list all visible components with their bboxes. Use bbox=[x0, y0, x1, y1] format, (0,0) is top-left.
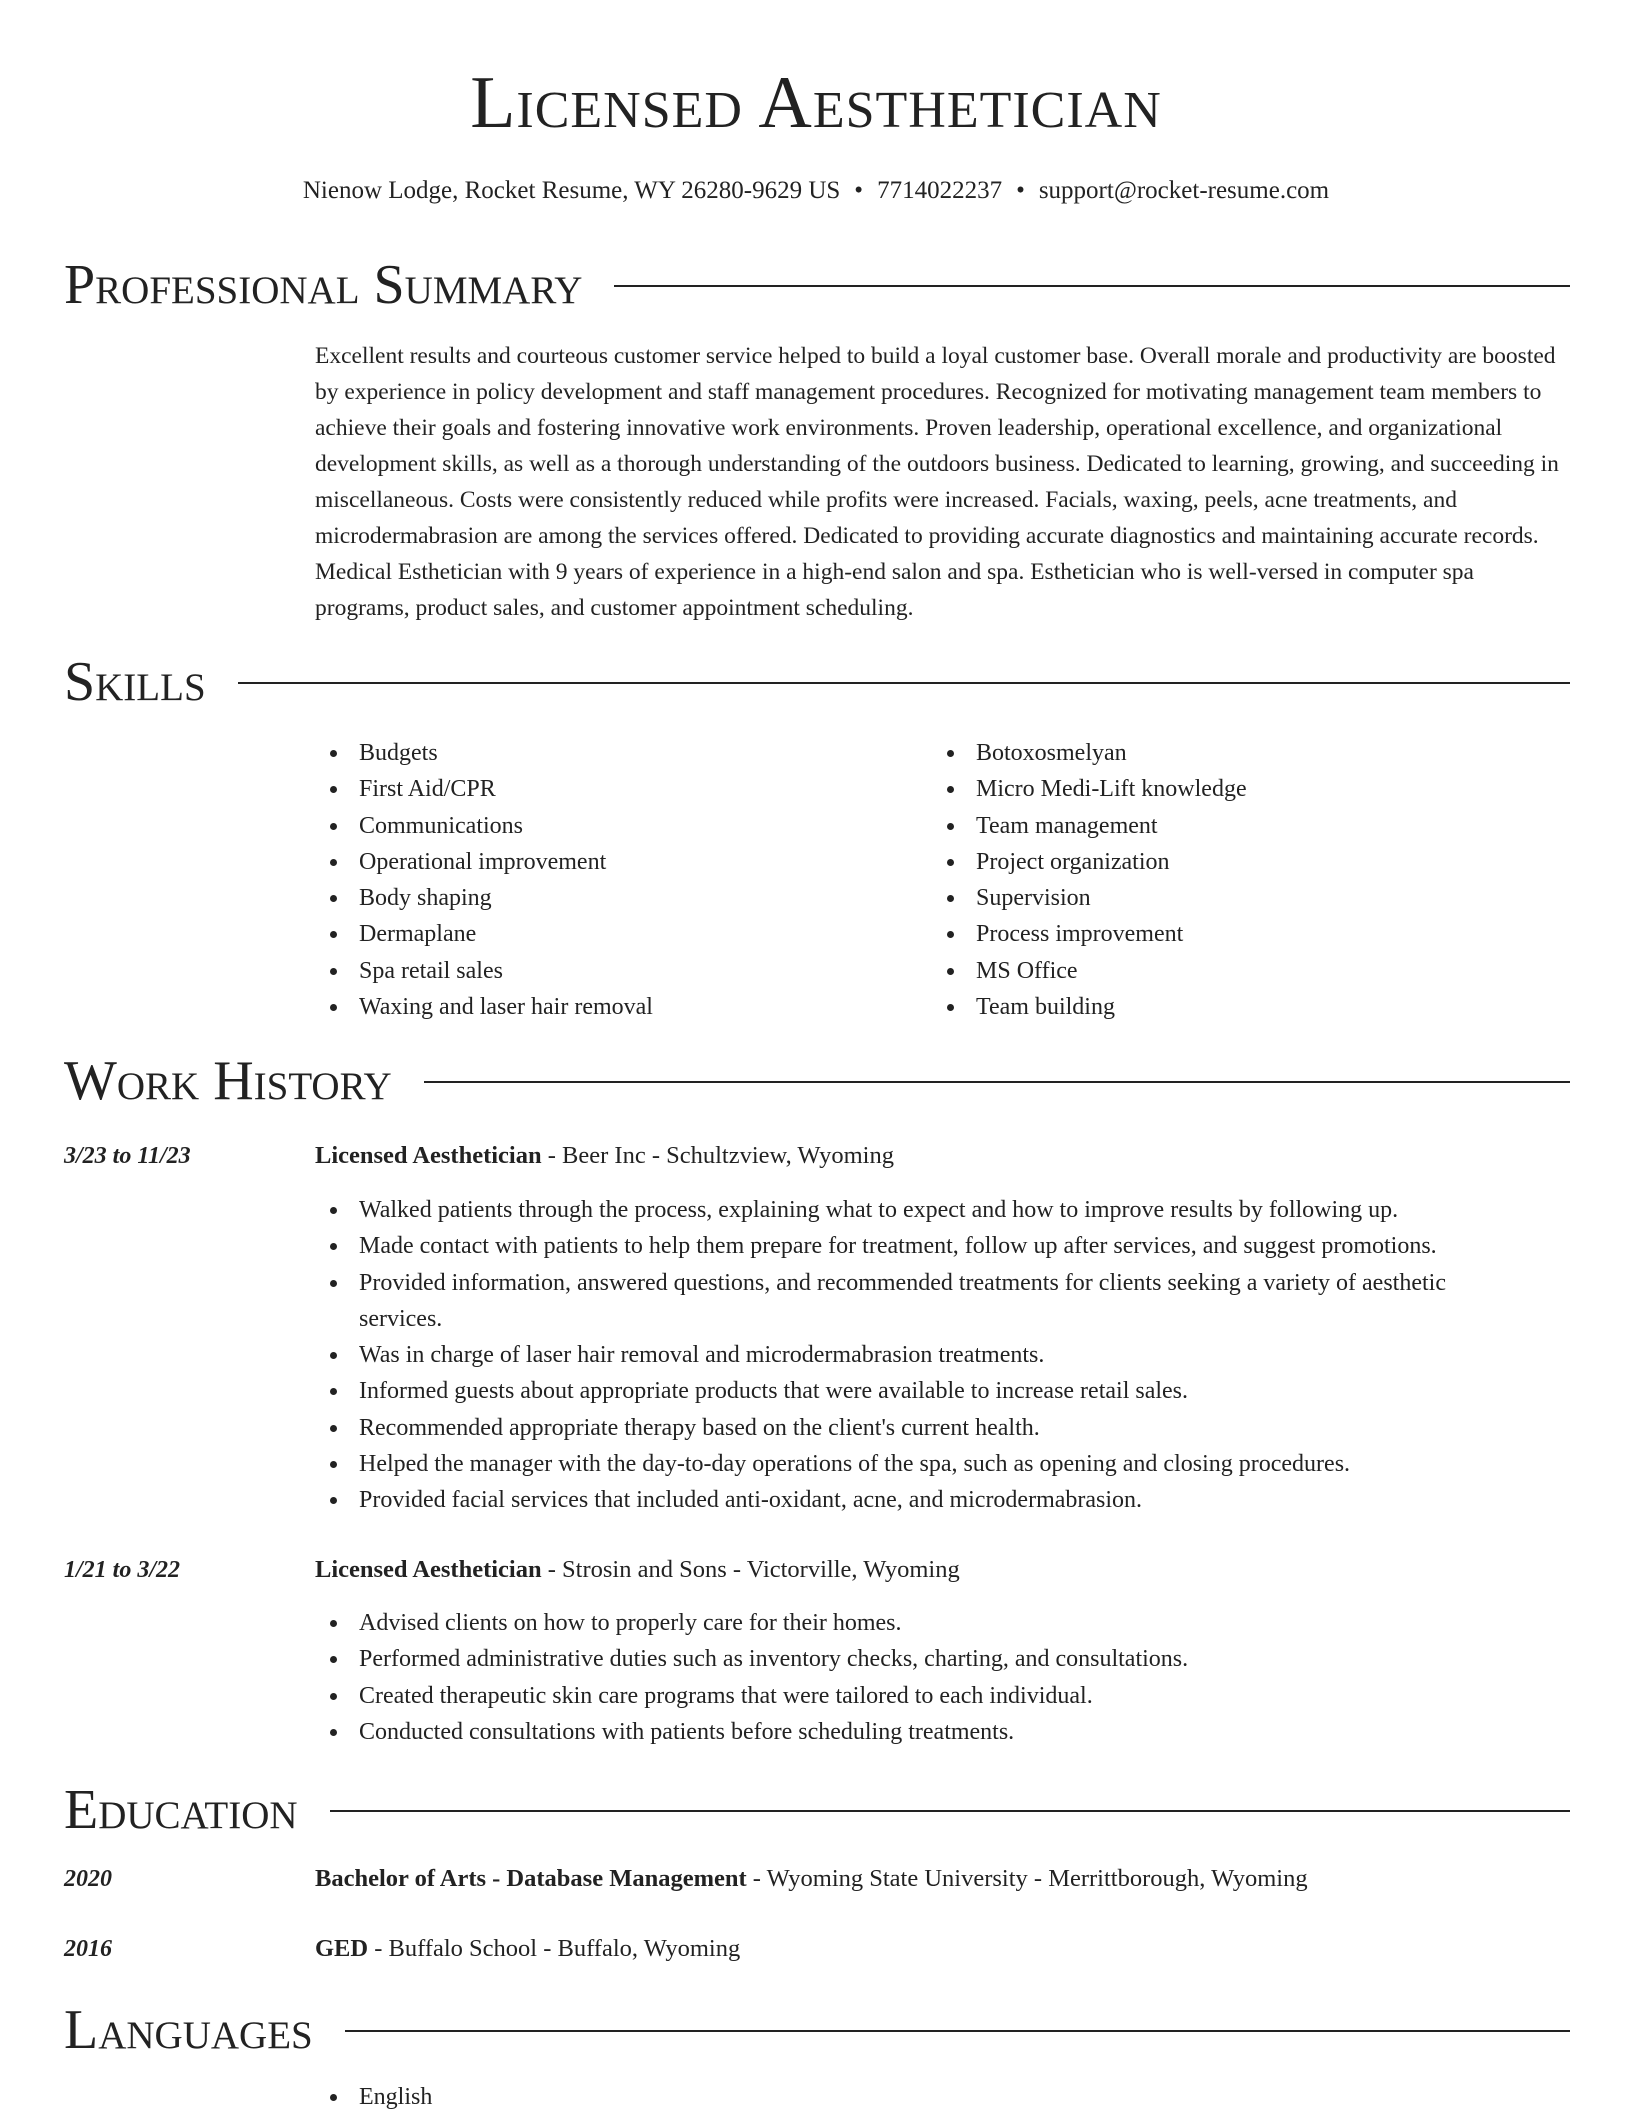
section-title: Languages bbox=[64, 1999, 313, 2061]
skill-item: Micro Medi-Lift knowledge bbox=[932, 771, 1512, 807]
skill-item: Spa retail sales bbox=[315, 953, 895, 989]
job-bullets bbox=[315, 1605, 1570, 1750]
job-bullet: Recommended appropriate therapy based on the client's current health. bbox=[315, 1410, 1570, 1446]
job-bullet: Walked patients through the process, explaining what to expect and how to improve results by following up. bbox=[315, 1192, 1570, 1228]
section-divider bbox=[614, 285, 1570, 287]
contact-separator: • bbox=[1016, 177, 1025, 204]
skill-item: MS Office bbox=[932, 953, 1512, 989]
job-bullet: Performed administrative duties such as inventory checks, charting, and consultations. bbox=[315, 1641, 1570, 1677]
education-entry bbox=[315, 1931, 740, 1967]
job-dates: 1/21 to 3/22 bbox=[64, 1557, 181, 1583]
section-divider bbox=[345, 2030, 1570, 2032]
skill-item: Waxing and laser hair removal bbox=[315, 989, 895, 1025]
job-bullet: Provided facial services that included anti-oxidant, acne, and microdermabrasion. bbox=[315, 1482, 1570, 1518]
skill-item: Team building bbox=[932, 989, 1512, 1025]
contact-phone: 7714022237 bbox=[877, 177, 1003, 204]
section-title: Education bbox=[64, 1779, 298, 1841]
job-employer: - Strosin and Sons - Victorville, Wyoming bbox=[541, 1556, 960, 1583]
education-year: 2020 bbox=[64, 1866, 112, 1892]
contact-email: support@rocket-resume.com bbox=[1038, 177, 1330, 204]
job-dates: 3/23 to 11/23 bbox=[64, 1143, 191, 1169]
section-title: Skills bbox=[64, 651, 206, 713]
job-employer: - Beer Inc - Schultzview, Wyoming bbox=[541, 1142, 894, 1169]
skills-list-right bbox=[932, 735, 1512, 1025]
language-item: English bbox=[315, 2079, 915, 2115]
skill-item: First Aid/CPR bbox=[315, 771, 895, 807]
skill-item: Communications bbox=[315, 808, 895, 844]
education-degree: Bachelor of Arts - Database Management bbox=[315, 1865, 747, 1892]
job-title: Licensed Aesthetician bbox=[315, 1142, 542, 1169]
skills-list-left bbox=[315, 735, 895, 1025]
job-bullet: Advised clients on how to properly care for their homes. bbox=[315, 1605, 1570, 1641]
section-divider bbox=[424, 1081, 1570, 1083]
skill-item: Process improvement bbox=[932, 916, 1512, 952]
education-school: - Wyoming State University - Merrittborough, Wyoming bbox=[746, 1865, 1308, 1892]
job-heading bbox=[315, 1138, 894, 1174]
job-bullet: Made contact with patients to help them prepare for treatment, follow up after services, and suggest promotions. bbox=[315, 1228, 1570, 1264]
candidate-name: Licensed Aesthetician bbox=[470, 62, 1162, 144]
section-heading-languages bbox=[64, 1998, 1570, 2062]
job-bullet: Informed guests about appropriate products that were available to increase retail sales. bbox=[315, 1373, 1570, 1409]
skill-item: Team management bbox=[932, 808, 1512, 844]
skill-item: Budgets bbox=[315, 735, 895, 771]
education-school: - Buffalo School - Buffalo, Wyoming bbox=[368, 1935, 741, 1962]
section-heading-skills bbox=[64, 650, 1570, 714]
section-heading-work-history bbox=[64, 1049, 1570, 1113]
job-bullet: Was in charge of laser hair removal and microdermabrasion treatments. bbox=[315, 1337, 1570, 1373]
skill-item: Body shaping bbox=[315, 880, 895, 916]
section-heading-summary bbox=[64, 253, 1570, 317]
contact-address: Nienow Lodge, Rocket Resume, WY 26280-9629 US bbox=[302, 177, 841, 204]
job-bullet: Created therapeutic skin care programs that were tailored to each individual. bbox=[315, 1678, 1570, 1714]
section-title: Professional Summary bbox=[64, 254, 583, 316]
contact-line bbox=[0, 174, 1632, 208]
skill-item: Dermaplane bbox=[315, 916, 895, 952]
languages-list bbox=[315, 2079, 915, 2115]
contact-separator: • bbox=[854, 177, 864, 204]
education-entry bbox=[315, 1861, 1308, 1897]
education-degree: GED bbox=[315, 1935, 369, 1962]
skill-item: Project organization bbox=[932, 844, 1512, 880]
job-bullet: Helped the manager with the day-to-day operations of the spa, such as opening and closing procedures. bbox=[315, 1446, 1570, 1482]
skill-item: Supervision bbox=[932, 880, 1512, 916]
skill-item: Operational improvement bbox=[315, 844, 895, 880]
education-year: 2016 bbox=[64, 1936, 112, 1962]
job-bullet: Conducted consultations with patients before scheduling treatments. bbox=[315, 1714, 1570, 1750]
job-title: Licensed Aesthetician bbox=[315, 1556, 542, 1583]
job-bullet: Provided information, answered questions, and recommended treatments for clients seeking a variety of aesthetic services. bbox=[315, 1265, 1570, 1338]
section-heading-education bbox=[64, 1778, 1570, 1842]
section-title: Work History bbox=[64, 1050, 392, 1112]
section-divider bbox=[330, 1810, 1570, 1812]
skill-item: Botoxosmelyan bbox=[932, 735, 1512, 771]
section-divider bbox=[238, 682, 1570, 684]
summary-text: Excellent results and courteous customer service helped to build a loyal customer base. Overall morale and productivity are boosted by experience in policy development and staff management procedures. Recognized for motivating management team members to achieve their goals and fostering innovative work environments. Proven leadership, operational excellence, and organizational development skills, as well as a thorough understanding of the outdoors business. Dedicated to learning, growing, and succeeding in miscellaneous. Costs were consistently reduced while profits were increased. Facials, waxing, peels, acne treatments, and microdermabrasion are among the services offered. Dedicated to providing accurate diagnostics and maintaining accurate records. Medical Esthetician with 9 years of experience in a high-end salon and spa. Esthetician who is well-versed in computer spa programs, product sales, and customer appointment scheduling. bbox=[315, 343, 1559, 621]
job-bullets bbox=[315, 1192, 1570, 1519]
job-heading bbox=[315, 1552, 960, 1588]
